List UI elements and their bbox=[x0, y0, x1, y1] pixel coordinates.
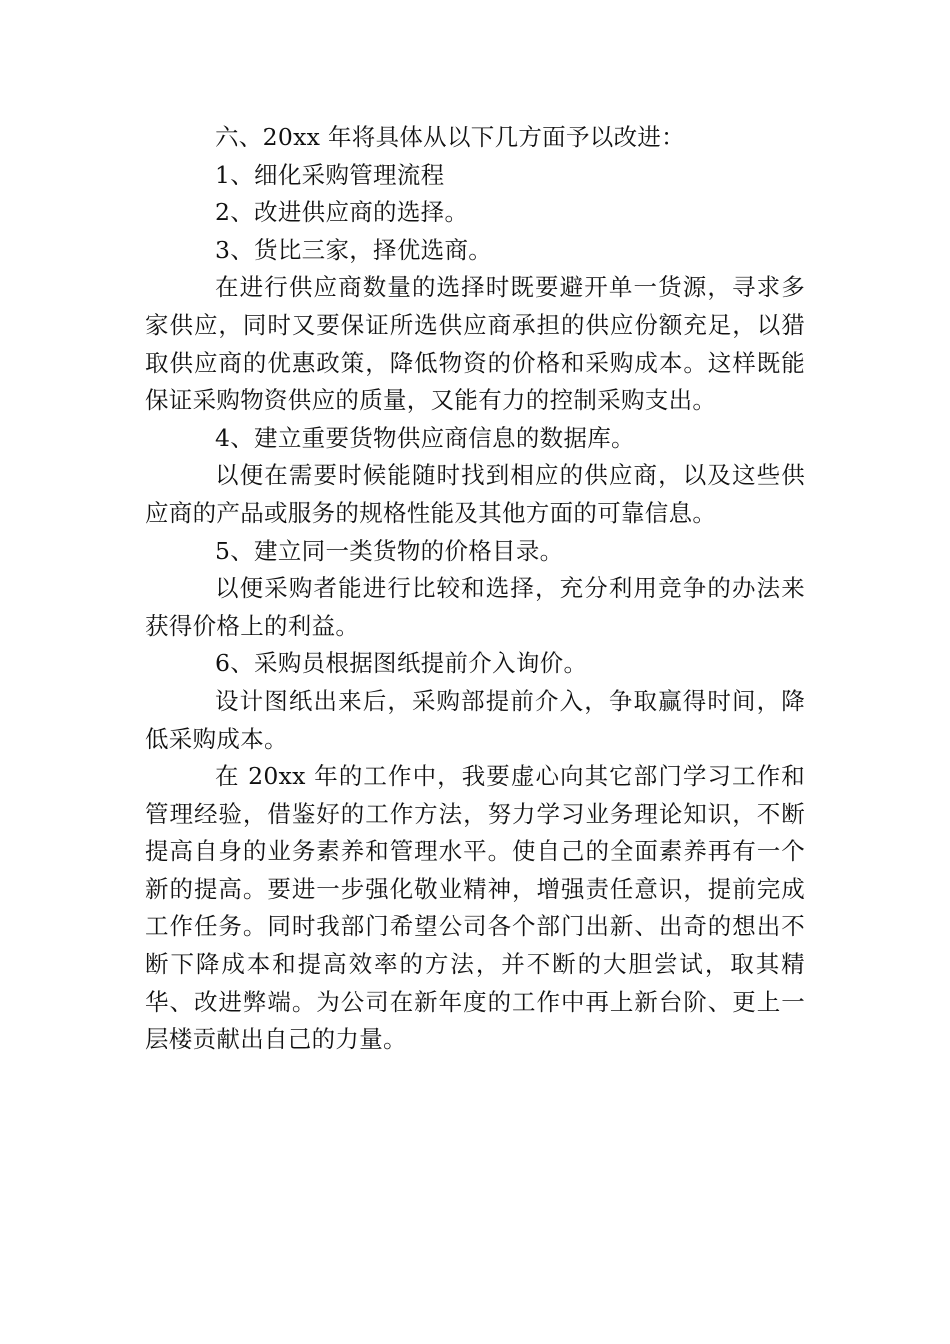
item-5: 5、建立同一类货物的价格目录。 bbox=[215, 536, 564, 565]
document-page bbox=[145, 119, 805, 1059]
paragraph-supplier-database: 以便在需要时候能随时找到相应的供应商，以及这些供应商的产品或服务的规格性能及其他方面的可靠信息。 bbox=[145, 461, 805, 527]
paragraph-price-catalog: 以便采购者能进行比较和选择，充分利用竞争的办法来获得价格上的利益。 bbox=[145, 574, 805, 640]
item-4: 4、建立重要货物供应商信息的数据库。 bbox=[215, 423, 635, 452]
paragraph-closing: 在 20xx 年的工作中，我要虚心向其它部门学习工作和管理经验，借鉴好的工作方法，努力学习业务理论知识，不断提高自身的业务素养和管理水平。使自己的全面素养再有一个新的提高。要进一步强化敬业精神，增强责任意识，提前完成工作任务。同时我部门希望公司各个部门出新、出奇的想出不断下降成本和提高效率的方法，并不断的大胆尝试，取其精华、改进弊端。为公司在新年度的工作中再上新台阶、更上一层楼贡献出自己的力量。 bbox=[145, 762, 805, 1054]
item-6: 6、采购员根据图纸提前介入询价。 bbox=[215, 649, 588, 678]
paragraph-supplier-selection: 在进行供应商数量的选择时既要避开单一货源，寻求多家供应，同时又要保证所选供应商承担的供应份额充足，以猎取供应商的优惠政策，降低物资的价格和采购成本。这样既能保证采购物资供应的质量，又能有力的控制采购支出。 bbox=[145, 273, 805, 415]
item-2: 2、改进供应商的选择。 bbox=[215, 198, 469, 227]
item-1: 1、细化采购管理流程 bbox=[215, 160, 445, 189]
heading-improvements: 六、20xx 年将具体从以下几方面予以改进： bbox=[215, 123, 685, 151]
paragraph-early-inquiry: 设计图纸出来后，采购部提前介入，争取赢得时间，降低采购成本。 bbox=[145, 686, 805, 753]
item-3: 3、货比三家，择优选商。 bbox=[215, 235, 493, 264]
